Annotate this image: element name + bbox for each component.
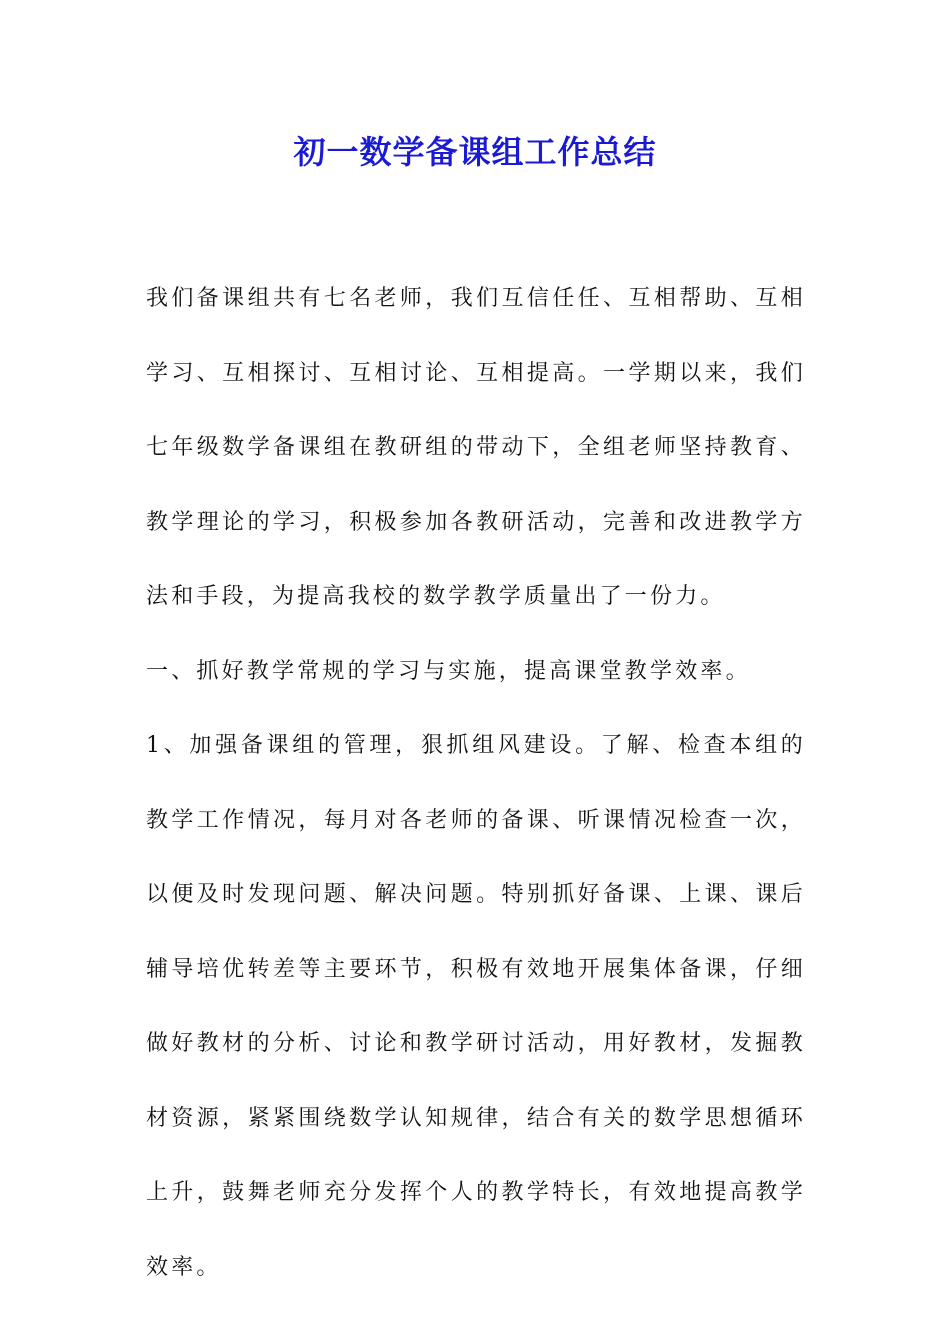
paragraph-section-heading: 一、抓好教学常规的学习与实施，提高课堂教学效率。 [146,658,751,684]
paragraph-item-1: 1、加强备课组的管理，狠抓组风建设。了解、检查本组的教学工作情况，每月对各老师的备课、听课情况检查一次，以便及时发现问题、解决问题。特别抓好备课、上课、课后辅导培优转差等主要环节，积极有效地开展集体备课，仔细做好教材的分析、讨论和教学研讨活动，用好教材，发掘教材资源，紧紧围绕数学认知规律，结合有关的数学思想循环上升，鼓舞老师充分发挥个人的教学特长，有效地提高教学效率。 [146,733,806,1280]
paragraph-intro: 我们备课组共有七名老师，我们互信任任、互相帮助、互相学习、互相探讨、互相讨论、互相提高。一学期以来，我们七年级数学备课组在教研组的带动下，全组老师坚持教育、教学理论的学习，积极参加各教研活动，完善和改进教学方法和手段，为提高我校的数学教学质量出了一份力。 [146,286,806,609]
document-title: 初一数学备课组工作总结 [293,133,657,171]
document-body [146,262,806,1305]
